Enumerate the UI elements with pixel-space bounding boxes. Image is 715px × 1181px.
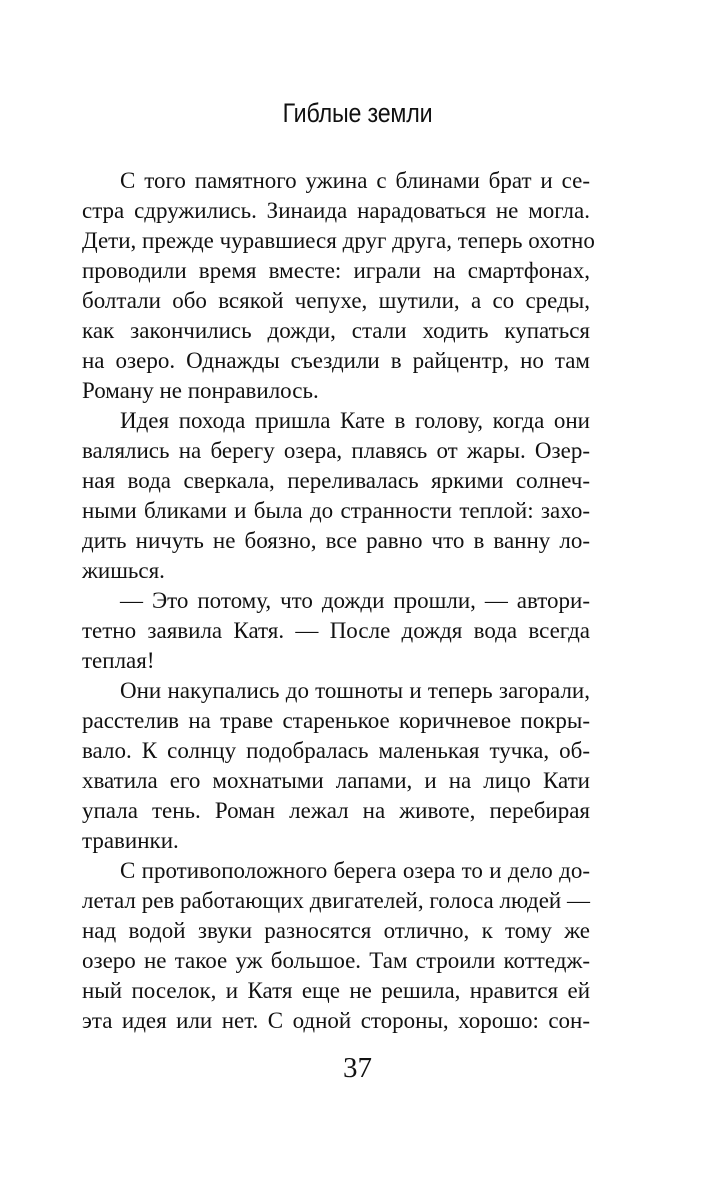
text-line: озеро не такое уж большое. Там строили коттедж- [82,948,590,973]
text-line: дить ничуть не боязно, все равно что в ванну ло- [82,528,590,553]
text-line: жишься. [82,558,165,583]
text-line: эта идея или нет. С одной стороны, хорошо: сон- [82,1008,590,1033]
text-line: над водой звуки разносятся отлично, к тому же [82,918,590,943]
text-line: упала тень. Роман лежал на животе, перебирая [82,798,590,823]
text-line: Дети, прежде чуравшиеся друг друга, теперь охотно [82,228,595,253]
text-line: как закончились дожди, стали ходить купаться [82,318,590,343]
text-line: расстелив на траве старенькое коричневое покры- [82,708,590,733]
text-line: тетно заявила Катя. — После дождя вода всегда [82,618,590,643]
running-head: Гиблые земли [282,98,433,128]
text-line: вало. К солнцу подобралась маленькая тучка, об- [82,738,590,763]
text-line: травинки. [82,828,179,853]
body-text [82,166,595,1036]
text-line: ными бликами и была до странности теплой: захо- [82,498,590,523]
text-line: хватила его мохнатыми лапами, и на лицо Кати [82,768,590,793]
text-line: на озеро. Однажды съездили в райцентр, но там [82,348,590,373]
text-line: стра сдружились. Зинаида нарадоваться не могла. [82,198,590,223]
text-line: теплая! [82,648,155,673]
text-line: С того памятного ужина с блинами брат и се- [120,168,590,193]
text-line: летал рев работающих двигателей, голоса людей — [82,888,590,913]
text-line: С противоположного берега озера то и дело до- [120,858,590,883]
text-line: — Это потому, что дожди прошли, — автори- [120,588,590,613]
text-line: проводили время вместе: играли на смартфонах, [82,258,590,283]
text-line: Они накупались до тошноты и теперь загорали, [120,678,590,703]
text-line: Роману не понравилось. [82,378,319,403]
text-line: Идея похода пришла Кате в голову, когда они [120,408,590,433]
text-line: ная вода сверкала, переливалась яркими солнеч- [82,468,590,493]
text-line: валялись на берегу озера, плавясь от жары. Озер- [82,438,590,463]
text-line: болтали обо всякой чепухе, шутили, а со среды, [82,288,590,313]
text-line: ный поселок, и Катя еще не решила, нравится ей [82,978,590,1003]
page-number: 37 [343,1052,372,1084]
